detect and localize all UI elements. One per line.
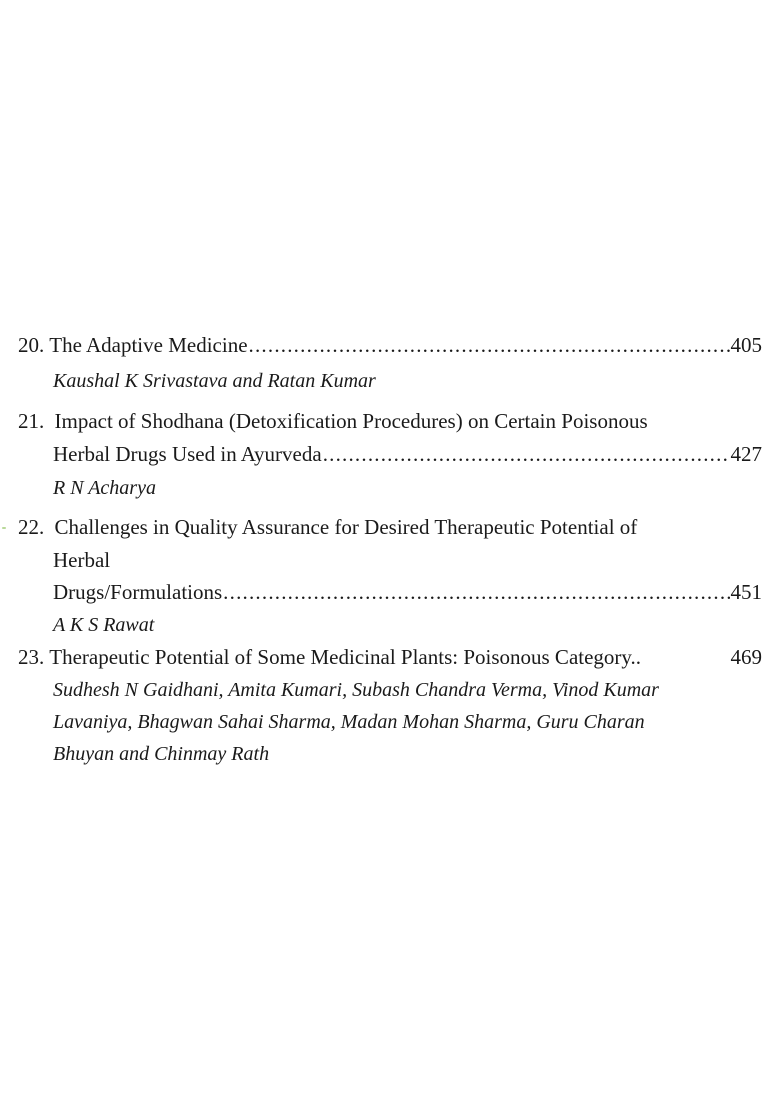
chapter-title: Therapeutic Potential of Some Medicinal Plants: Poisonous Category.. bbox=[49, 645, 642, 669]
dot-leader bbox=[323, 441, 730, 467]
chapter-title: The Adaptive Medicine bbox=[49, 333, 248, 357]
chapter-authors: Sudhesh N Gaidhani, Amita Kumari, Subash Chandra Verma, Vinod Kumar bbox=[53, 679, 659, 701]
toc-entry-23-title[interactable] bbox=[18, 644, 762, 670]
toc-entry-20-title[interactable] bbox=[18, 332, 762, 358]
page-number: 405 bbox=[730, 333, 762, 357]
chapter-title: Challenges in Quality Assurance for Desired Therapeutic Potential of bbox=[54, 515, 638, 539]
chapter-title: Impact of Shodhana (Detoxification Procedures) on Certain Poisonous bbox=[54, 409, 648, 433]
chapter-number: 22. bbox=[18, 515, 45, 539]
chapter-number: 20. bbox=[18, 333, 45, 357]
toc-entry-22-title-line-2[interactable]: Herbal bbox=[53, 548, 111, 572]
page-number: 427 bbox=[730, 442, 762, 466]
toc-entry-22-title-line-1[interactable] bbox=[18, 514, 637, 540]
scan-artifact bbox=[2, 527, 6, 529]
chapter-title-continued: Herbal Drugs Used in Ayurveda bbox=[53, 442, 322, 466]
dot-leader bbox=[249, 332, 730, 358]
toc-entry-21-title-line-2[interactable] bbox=[53, 441, 762, 467]
chapter-authors-continued: Lavaniya, Bhagwan Sahai Sharma, Madan Mohan Sharma, Guru Charan bbox=[53, 711, 645, 733]
toc-entry-22-title-line-3[interactable] bbox=[53, 579, 762, 605]
chapter-number: 23. bbox=[18, 645, 45, 669]
chapter-authors: R N Acharya bbox=[53, 477, 156, 499]
chapter-number: 21. bbox=[18, 409, 45, 433]
chapter-authors-continued: Bhuyan and Chinmay Rath bbox=[53, 743, 270, 765]
page-number: 469 bbox=[730, 645, 762, 669]
toc-entry-21-title-line-1[interactable] bbox=[18, 408, 648, 434]
chapter-authors: A K S Rawat bbox=[53, 614, 155, 636]
dot-leader bbox=[223, 579, 729, 605]
chapter-authors: Kaushal K Srivastava and Ratan Kumar bbox=[53, 370, 376, 392]
chapter-title-continued: Drugs/Formulations bbox=[53, 580, 223, 604]
page-number: 451 bbox=[730, 580, 762, 604]
